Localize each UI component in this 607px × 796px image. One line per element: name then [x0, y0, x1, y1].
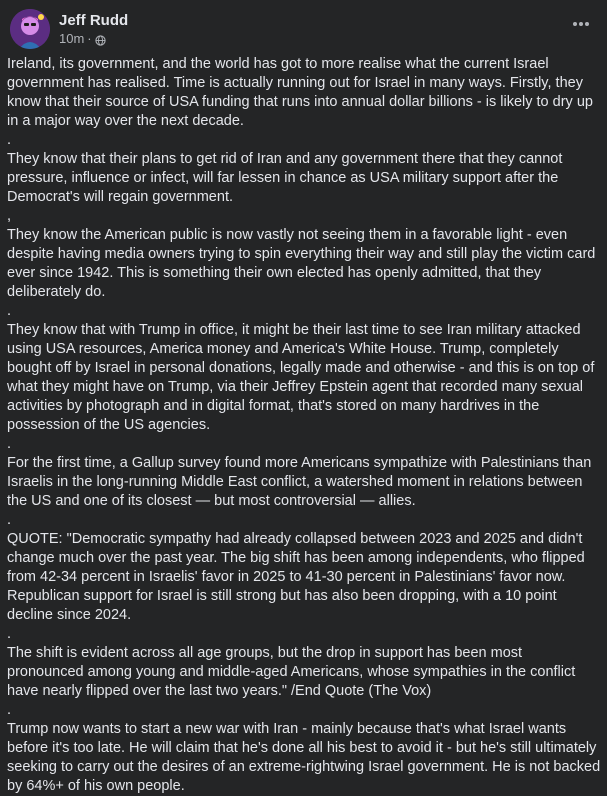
post-body — [7, 55, 602, 796]
post-time[interactable]: 10m — [59, 30, 85, 46]
paragraph-separator: . — [7, 702, 12, 718]
paragraph-separator: . — [7, 626, 12, 642]
post-header — [10, 9, 128, 49]
paragraph-separator: . — [7, 132, 12, 148]
paragraph-separator: . — [7, 512, 12, 528]
post-paragraph: The shift is evident across all age groups, but the drop in support has been most pronounced among young and middle-aged Americans, whose sympathies in the conflict have nearly flipped over the last two years." /End Quote (The Vox) — [7, 645, 576, 699]
post-subline — [59, 30, 128, 47]
more-options-icon[interactable] — [569, 14, 593, 34]
post-meta — [59, 12, 128, 47]
post-paragraph: For the first time, a Gallup survey found more Americans sympathize with Palestinians than Israelis in the long-running Middle East conflict, a watershed moment in relations between the US and one of its closest — but most controversial — allies. — [7, 455, 592, 509]
paragraph-separator: , — [7, 208, 12, 224]
avatar-icon[interactable] — [10, 9, 50, 49]
paragraph-separator: . — [7, 303, 12, 319]
author-name[interactable]: Jeff Rudd — [59, 11, 129, 29]
post-paragraph: QUOTE: "Democratic sympathy had already collapsed between 2023 and 2025 and didn't change much over the past year. The big shift has been among independents, who flipped from 42-34 percent in Israelis' favor in 2025 to 41-30 percent in Palestinians' favor now. Republican support for Israel is still strong but has also been dropping, with a 10 point decline since 2024. — [7, 531, 585, 623]
post-paragraph: They know that with Trump in office, it might be their last time to see Iran military attacked using USA resources, America money and America's White House. Trump, completely bought off by Israel in personal donations, legally made and otherwise - and this is on top of what they might have on Trump, via their Jeffrey Epstein agent that recorded many sexual activities by photograph and in digital format, that's stored on many hardrives in the possession of the US agencies. — [7, 322, 595, 433]
post-paragraph: They know that their plans to get rid of Iran and any government there that they cannot pressure, influence or infect, will far lessen in chance as USA military support after the Democrat's will regain government. — [7, 151, 563, 205]
post-paragraph: Ireland, its government, and the world has got to more realise what the current Israel government has realised. Time is actually running out for Israel in many ways. Firstly, they know that their source of USA funding that runs into annual dollar billions - is likely to dry up in a major way over the next decade. — [7, 56, 593, 129]
post-paragraph: They know the American public is now vastly not seeing them in a favorable light - even despite having media owners trying to spin everything their way and still play the victim card ever since 1942. This is something their own elected has openly admitted, that they deliberately do. — [7, 227, 596, 300]
post-paragraph: Trump now wants to start a new war with Iran - mainly because that's what Israel wants before it's too late. He will claim that he's done all his best to avoid it - but he's still ultimately seeking to carry out the desires of an extreme-rightwing Israel government. He is not backed by 64%+ of his own people. — [7, 721, 601, 794]
meta-separator: · — [87, 30, 92, 46]
globe-icon[interactable] — [95, 33, 106, 44]
paragraph-separator: . — [7, 436, 12, 452]
